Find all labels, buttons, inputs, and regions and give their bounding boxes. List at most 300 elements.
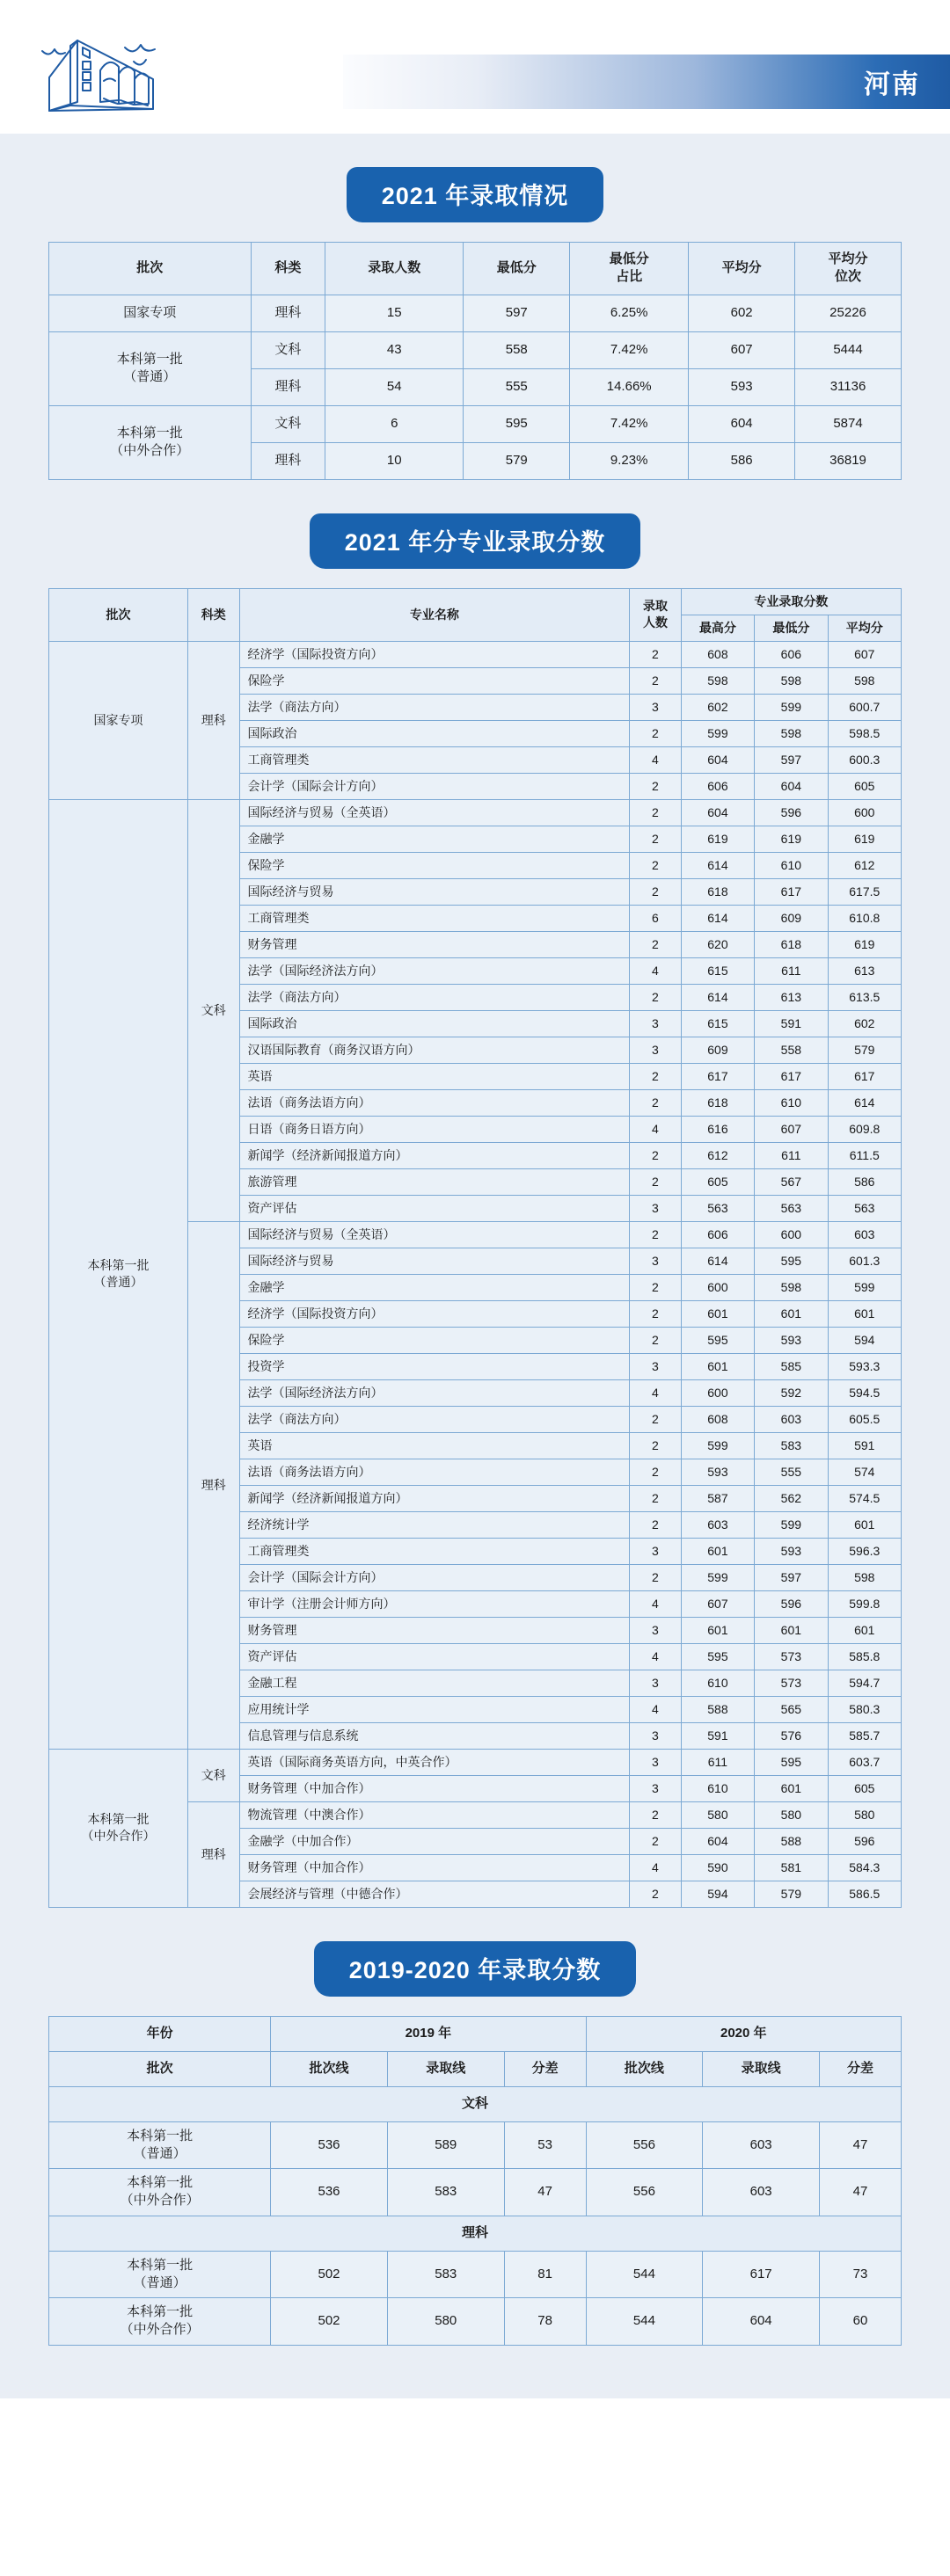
majors-table-wrap [0, 588, 950, 1908]
cell-avg-rank: 31136 [795, 368, 902, 405]
cell-count: 4 [630, 1590, 682, 1617]
cell-count: 2 [630, 826, 682, 852]
cell-count: 2 [630, 1063, 682, 1089]
cell-max-score: 600 [681, 1274, 754, 1300]
cell-subject: 理科 [251, 368, 325, 405]
cell-major-name: 国际经济与贸易（全英语） [239, 799, 630, 826]
cell-major-name: 日语（商务日语方向） [239, 1116, 630, 1142]
cell-major-name: 会计学（国际会计方向） [239, 773, 630, 799]
cell-avg-score: 604 [689, 405, 795, 442]
cell-avg-score: 601 [828, 1300, 901, 1327]
cell-subject: 理科 [251, 442, 325, 479]
cell-count: 2 [630, 1485, 682, 1511]
cell-min-score: 597 [755, 1564, 828, 1590]
cell-avg-score: 601 [828, 1511, 901, 1538]
cell-max-score: 563 [681, 1195, 754, 1221]
cell-min-score: 601 [755, 1300, 828, 1327]
cell-avg-score: 614 [828, 1089, 901, 1116]
table-row [49, 1749, 902, 1775]
cell-max-score: 604 [681, 799, 754, 826]
cell-avg-score: 602 [689, 295, 795, 331]
cell-major-name: 新闻学（经济新闻报道方向） [239, 1485, 630, 1511]
majors-title: 2021 年分专业录取分数 [310, 513, 641, 569]
cell-count: 2 [630, 1142, 682, 1168]
section-row [49, 2086, 902, 2121]
cell-2020-batch-line: 544 [586, 2251, 703, 2298]
column-header-subject: 科类 [187, 588, 239, 641]
cell-major-name: 国际政治 [239, 720, 630, 746]
cell-min-score: 598 [755, 1274, 828, 1300]
cell-min-score: 591 [755, 1010, 828, 1037]
cell-major-name: 法学（商法方向） [239, 1406, 630, 1432]
cell-min-score: 618 [755, 931, 828, 957]
cell-count: 2 [630, 931, 682, 957]
cell-2020-diff: 73 [820, 2251, 902, 2298]
cell-subject: 文科 [187, 1749, 239, 1801]
cell-min-score: 609 [755, 905, 828, 931]
cell-count: 2 [630, 1221, 682, 1248]
cell-avg-score: 607 [689, 331, 795, 368]
column-header: 批次 [49, 243, 252, 295]
cell-count: 4 [630, 1116, 682, 1142]
cell-avg-score: 594.7 [828, 1670, 901, 1696]
cell-avg-score: 599.8 [828, 1590, 901, 1617]
cell-avg-rank: 5874 [795, 405, 902, 442]
cell-min-score: 596 [755, 799, 828, 826]
cell-avg-score: 585.8 [828, 1643, 901, 1670]
majors-table-body [49, 641, 902, 1907]
cell-avg-score: 601 [828, 1617, 901, 1643]
cell-batch: 本科第一批 （中外合作） [49, 2298, 271, 2346]
cell-2019-admit-line: 589 [387, 2121, 504, 2169]
cell-2019-diff: 53 [504, 2121, 586, 2169]
cell-major-name: 法语（商务法语方向） [239, 1459, 630, 1485]
cell-avg-score: 585.7 [828, 1722, 901, 1749]
history-table-wrap [0, 2016, 950, 2346]
cell-major-name: 工商管理类 [239, 746, 630, 773]
cell-count: 2 [630, 1300, 682, 1327]
cell-max-score: 618 [681, 1089, 754, 1116]
cell-count: 2 [630, 641, 682, 667]
cell-count: 4 [630, 1379, 682, 1406]
cell-major-name: 保险学 [239, 667, 630, 694]
cell-major-name: 财务管理 [239, 931, 630, 957]
province-name: 河南 [864, 70, 920, 99]
section-banner-majors [0, 480, 950, 588]
cell-max-score: 604 [681, 1828, 754, 1854]
cell-major-name: 英语 [239, 1432, 630, 1459]
cell-min-score: 573 [755, 1643, 828, 1670]
cell-count: 2 [630, 1828, 682, 1854]
cell-major-name: 财务管理（中加合作） [239, 1775, 630, 1801]
history-table [48, 2016, 902, 2346]
cell-batch: 本科第一批 （中外合作） [49, 2169, 271, 2216]
page-content [0, 134, 950, 2398]
cell-max-score: 606 [681, 1221, 754, 1248]
cell-min-score: 565 [755, 1696, 828, 1722]
cell-count: 2 [630, 1432, 682, 1459]
cell-max-score: 620 [681, 931, 754, 957]
cell-min-score: 585 [755, 1353, 828, 1379]
table-row [49, 799, 902, 826]
section-banner-history [0, 1908, 950, 2016]
cell-max-score: 598 [681, 667, 754, 694]
cell-2019-admit-line: 580 [387, 2298, 504, 2346]
cell-count: 2 [630, 1881, 682, 1907]
cell-max-score: 617 [681, 1063, 754, 1089]
cell-major-name: 经济统计学 [239, 1511, 630, 1538]
cell-major-name: 金融工程 [239, 1670, 630, 1696]
cell-avg-score: 607 [828, 641, 901, 667]
cell-avg-score: 605 [828, 773, 901, 799]
table-row [49, 331, 902, 368]
cell-avg-score: 563 [828, 1195, 901, 1221]
cell-max-score: 609 [681, 1037, 754, 1063]
cell-count: 2 [630, 1327, 682, 1353]
cell-count: 2 [630, 720, 682, 746]
cell-max-score: 611 [681, 1749, 754, 1775]
cell-avg-score: 586 [689, 442, 795, 479]
cell-2020-batch-line: 556 [586, 2121, 703, 2169]
cell-max-score: 610 [681, 1670, 754, 1696]
cell-major-name: 经济学（国际投资方向） [239, 1300, 630, 1327]
cell-avg-score: 598 [828, 667, 901, 694]
cell-avg-score: 599 [828, 1274, 901, 1300]
cell-major-name: 国际经济与贸易 [239, 1248, 630, 1274]
cell-min-score: 617 [755, 878, 828, 905]
cell-count: 43 [325, 331, 464, 368]
page-header [0, 0, 950, 134]
cell-min-score: 567 [755, 1168, 828, 1195]
cell-min-score: 611 [755, 1142, 828, 1168]
cell-2020-admit-line: 617 [703, 2251, 820, 2298]
table-row [49, 2251, 902, 2298]
cell-major-name: 投资学 [239, 1353, 630, 1379]
cell-major-name: 金融学（中加合作） [239, 1828, 630, 1854]
cell-count: 2 [630, 984, 682, 1010]
cell-avg-score: 580.3 [828, 1696, 901, 1722]
cell-2020-admit-line: 603 [703, 2169, 820, 2216]
cell-major-name: 国际经济与贸易（全英语） [239, 1221, 630, 1248]
cell-major-name: 经济学（国际投资方向） [239, 641, 630, 667]
cell-min-score: 604 [755, 773, 828, 799]
cell-count: 3 [630, 1749, 682, 1775]
cell-batch: 国家专项 [49, 641, 188, 799]
cell-min-score: 588 [755, 1828, 828, 1854]
table-row [49, 641, 902, 667]
cell-major-name: 旅游管理 [239, 1168, 630, 1195]
cell-avg-score: 594.5 [828, 1379, 901, 1406]
cell-count: 2 [630, 1801, 682, 1828]
cell-max-score: 618 [681, 878, 754, 905]
university-gate-logo [32, 25, 165, 121]
cell-subject: 理科 [187, 641, 239, 799]
column-header-line-2020: 批次线 [586, 2051, 703, 2086]
cell-2019-batch-line: 536 [271, 2121, 388, 2169]
cell-subject: 理科 [251, 295, 325, 331]
cell-max-score: 593 [681, 1459, 754, 1485]
cell-avg-score: 617 [828, 1063, 901, 1089]
cell-major-name: 金融学 [239, 826, 630, 852]
cell-major-name: 法学（商法方向） [239, 984, 630, 1010]
cell-avg-score: 605.5 [828, 1406, 901, 1432]
column-header-2019: 2019 年 [271, 2016, 586, 2051]
cell-count: 4 [630, 1854, 682, 1881]
cell-min-score: 619 [755, 826, 828, 852]
cell-min-score: 593 [755, 1538, 828, 1564]
column-header-line-2019: 批次线 [271, 2051, 388, 2086]
cell-count: 4 [630, 957, 682, 984]
cell-count: 2 [630, 667, 682, 694]
cell-count: 4 [630, 1696, 682, 1722]
cell-max-score: 600 [681, 1379, 754, 1406]
cell-subject: 理科 [187, 1221, 239, 1749]
cell-2019-admit-line: 583 [387, 2251, 504, 2298]
cell-avg-score: 594 [828, 1327, 901, 1353]
cell-count: 2 [630, 1459, 682, 1485]
cell-min-score: 573 [755, 1670, 828, 1696]
cell-major-name: 保险学 [239, 1327, 630, 1353]
cell-min-score: 581 [755, 1854, 828, 1881]
cell-count: 3 [630, 1670, 682, 1696]
cell-max-score: 615 [681, 1010, 754, 1037]
admission-table-wrap [0, 242, 950, 480]
cell-avg-score: 600.7 [828, 694, 901, 720]
cell-max-score: 601 [681, 1617, 754, 1643]
cell-count: 2 [630, 878, 682, 905]
cell-2020-batch-line: 556 [586, 2169, 703, 2216]
table-header-row-2 [49, 2051, 902, 2086]
cell-avg-score: 602 [828, 1010, 901, 1037]
cell-avg-score: 603.7 [828, 1749, 901, 1775]
cell-min-percent: 7.42% [570, 331, 689, 368]
cell-major-name: 工商管理类 [239, 905, 630, 931]
column-header-diff-2019: 分差 [504, 2051, 586, 2086]
column-header: 平均分 [689, 243, 795, 295]
cell-major-name: 资产评估 [239, 1195, 630, 1221]
cell-count: 3 [630, 694, 682, 720]
cell-2019-batch-line: 502 [271, 2251, 388, 2298]
cell-count: 3 [630, 1353, 682, 1379]
cell-major-name: 审计学（注册会计师方向） [239, 1590, 630, 1617]
cell-major-name: 财务管理 [239, 1617, 630, 1643]
cell-count: 6 [630, 905, 682, 931]
column-header-score-group: 专业录取分数 [681, 588, 901, 615]
cell-count: 4 [630, 1643, 682, 1670]
cell-avg-score: 596.3 [828, 1538, 901, 1564]
cell-avg-score: 586.5 [828, 1881, 901, 1907]
column-header: 最低分 [464, 243, 570, 295]
cell-avg-score: 605 [828, 1775, 901, 1801]
cell-count: 2 [630, 852, 682, 878]
cell-major-name: 资产评估 [239, 1643, 630, 1670]
cell-avg-score: 596 [828, 1828, 901, 1854]
cell-min-score: 562 [755, 1485, 828, 1511]
cell-batch: 本科第一批 （中外合作） [49, 1749, 188, 1907]
majors-table [48, 588, 902, 1908]
column-header-admit-2019: 录取线 [387, 2051, 504, 2086]
cell-min-score: 579 [464, 442, 570, 479]
column-header-avg: 平均分 [828, 615, 901, 641]
column-header-year: 年份 [49, 2016, 271, 2051]
cell-major-name: 新闻学（经济新闻报道方向） [239, 1142, 630, 1168]
cell-count: 10 [325, 442, 464, 479]
cell-batch: 本科第一批 （普通） [49, 331, 252, 405]
table-row [49, 295, 902, 331]
cell-2020-batch-line: 544 [586, 2298, 703, 2346]
cell-avg-score: 619 [828, 931, 901, 957]
cell-min-score: 580 [755, 1801, 828, 1828]
cell-2019-batch-line: 502 [271, 2298, 388, 2346]
cell-2020-diff: 47 [820, 2121, 902, 2169]
cell-max-score: 595 [681, 1327, 754, 1353]
cell-avg-score: 574.5 [828, 1485, 901, 1511]
cell-major-name: 金融学 [239, 1274, 630, 1300]
cell-min-percent: 14.66% [570, 368, 689, 405]
cell-avg-score: 598 [828, 1564, 901, 1590]
cell-2019-diff: 81 [504, 2251, 586, 2298]
cell-min-score: 583 [755, 1432, 828, 1459]
cell-avg-score: 613.5 [828, 984, 901, 1010]
cell-min-score: 607 [755, 1116, 828, 1142]
cell-count: 3 [630, 1538, 682, 1564]
table-header-row [49, 243, 902, 295]
cell-major-name: 物流管理（中澳合作） [239, 1801, 630, 1828]
cell-min-score: 600 [755, 1221, 828, 1248]
cell-avg-score: 617.5 [828, 878, 901, 905]
cell-max-score: 603 [681, 1511, 754, 1538]
cell-2020-diff: 60 [820, 2298, 902, 2346]
cell-avg-score: 600.3 [828, 746, 901, 773]
table-row [49, 2121, 902, 2169]
cell-avg-score: 600 [828, 799, 901, 826]
cell-major-name: 会计学（国际会计方向） [239, 1564, 630, 1590]
cell-min-score: 598 [755, 720, 828, 746]
table-row [49, 405, 902, 442]
cell-max-score: 580 [681, 1801, 754, 1828]
cell-major-name: 英语 [239, 1063, 630, 1089]
cell-2019-admit-line: 583 [387, 2169, 504, 2216]
cell-max-score: 608 [681, 1406, 754, 1432]
cell-subject: 文科 [187, 799, 239, 1221]
cell-subject: 文科 [251, 405, 325, 442]
cell-count: 3 [630, 1722, 682, 1749]
admission-table-head [49, 243, 902, 295]
cell-count: 2 [630, 1406, 682, 1432]
cell-min-score: 563 [755, 1195, 828, 1221]
cell-max-score: 601 [681, 1538, 754, 1564]
cell-count: 3 [630, 1248, 682, 1274]
cell-min-score: 595 [464, 405, 570, 442]
section-row [49, 2216, 902, 2251]
cell-avg-score: 574 [828, 1459, 901, 1485]
majors-table-head [49, 588, 902, 641]
cell-major-name: 国际政治 [239, 1010, 630, 1037]
cell-count: 2 [630, 1564, 682, 1590]
cell-min-score: 596 [755, 1590, 828, 1617]
history-table-head [49, 2016, 902, 2086]
cell-max-score: 602 [681, 694, 754, 720]
cell-major-name: 法语（商务法语方向） [239, 1089, 630, 1116]
cell-major-name: 国际经济与贸易 [239, 878, 630, 905]
column-header: 最低分 占比 [570, 243, 689, 295]
cell-batch: 本科第一批 （中外合作） [49, 405, 252, 479]
cell-count: 3 [630, 1037, 682, 1063]
cell-subject: 文科 [251, 331, 325, 368]
cell-avg-rank: 36819 [795, 442, 902, 479]
cell-section-label: 文科 [49, 2086, 902, 2121]
cell-max-score: 599 [681, 1432, 754, 1459]
cell-count: 3 [630, 1195, 682, 1221]
cell-min-score: 558 [755, 1037, 828, 1063]
cell-avg-score: 611.5 [828, 1142, 901, 1168]
cell-2020-diff: 47 [820, 2169, 902, 2216]
cell-count: 2 [630, 1089, 682, 1116]
cell-section-label: 理科 [49, 2216, 902, 2251]
table-header-row-1 [49, 588, 902, 615]
table-row [49, 2298, 902, 2346]
history-table-body [49, 2086, 902, 2345]
cell-count: 54 [325, 368, 464, 405]
cell-max-score: 604 [681, 746, 754, 773]
cell-count: 2 [630, 1168, 682, 1195]
cell-min-score: 592 [755, 1379, 828, 1406]
cell-max-score: 601 [681, 1353, 754, 1379]
cell-min-score: 601 [755, 1775, 828, 1801]
cell-count: 3 [630, 1617, 682, 1643]
cell-avg-score: 579 [828, 1037, 901, 1063]
cell-max-score: 619 [681, 826, 754, 852]
cell-min-percent: 7.42% [570, 405, 689, 442]
cell-major-name: 保险学 [239, 852, 630, 878]
cell-max-score: 616 [681, 1116, 754, 1142]
cell-max-score: 599 [681, 1564, 754, 1590]
cell-avg-score: 593.3 [828, 1353, 901, 1379]
cell-major-name: 工商管理类 [239, 1538, 630, 1564]
admission-table [48, 242, 902, 480]
cell-major-name: 英语（国际商务英语方向，中英合作） [239, 1749, 630, 1775]
cell-min-score: 599 [755, 1511, 828, 1538]
cell-avg-rank: 25226 [795, 295, 902, 331]
cell-min-percent: 6.25% [570, 295, 689, 331]
cell-count: 15 [325, 295, 464, 331]
column-header-max: 最高分 [681, 615, 754, 641]
cell-count: 2 [630, 1274, 682, 1300]
column-header-batch: 批次 [49, 2051, 271, 2086]
cell-min-score: 576 [755, 1722, 828, 1749]
cell-min-score: 597 [755, 746, 828, 773]
cell-batch: 本科第一批 （普通） [49, 799, 188, 1749]
cell-min-score: 558 [464, 331, 570, 368]
cell-min-score: 611 [755, 957, 828, 984]
cell-min-score: 595 [755, 1749, 828, 1775]
cell-max-score: 605 [681, 1168, 754, 1195]
cell-max-score: 590 [681, 1854, 754, 1881]
cell-2019-diff: 78 [504, 2298, 586, 2346]
cell-min-score: 599 [755, 694, 828, 720]
cell-count: 2 [630, 1511, 682, 1538]
cell-2020-admit-line: 603 [703, 2121, 820, 2169]
cell-2020-admit-line: 604 [703, 2298, 820, 2346]
cell-max-score: 588 [681, 1696, 754, 1722]
column-header-min: 最低分 [755, 615, 828, 641]
cell-min-score: 610 [755, 852, 828, 878]
cell-min-score: 598 [755, 667, 828, 694]
cell-max-score: 591 [681, 1722, 754, 1749]
column-header: 科类 [251, 243, 325, 295]
cell-max-score: 587 [681, 1485, 754, 1511]
cell-min-percent: 9.23% [570, 442, 689, 479]
